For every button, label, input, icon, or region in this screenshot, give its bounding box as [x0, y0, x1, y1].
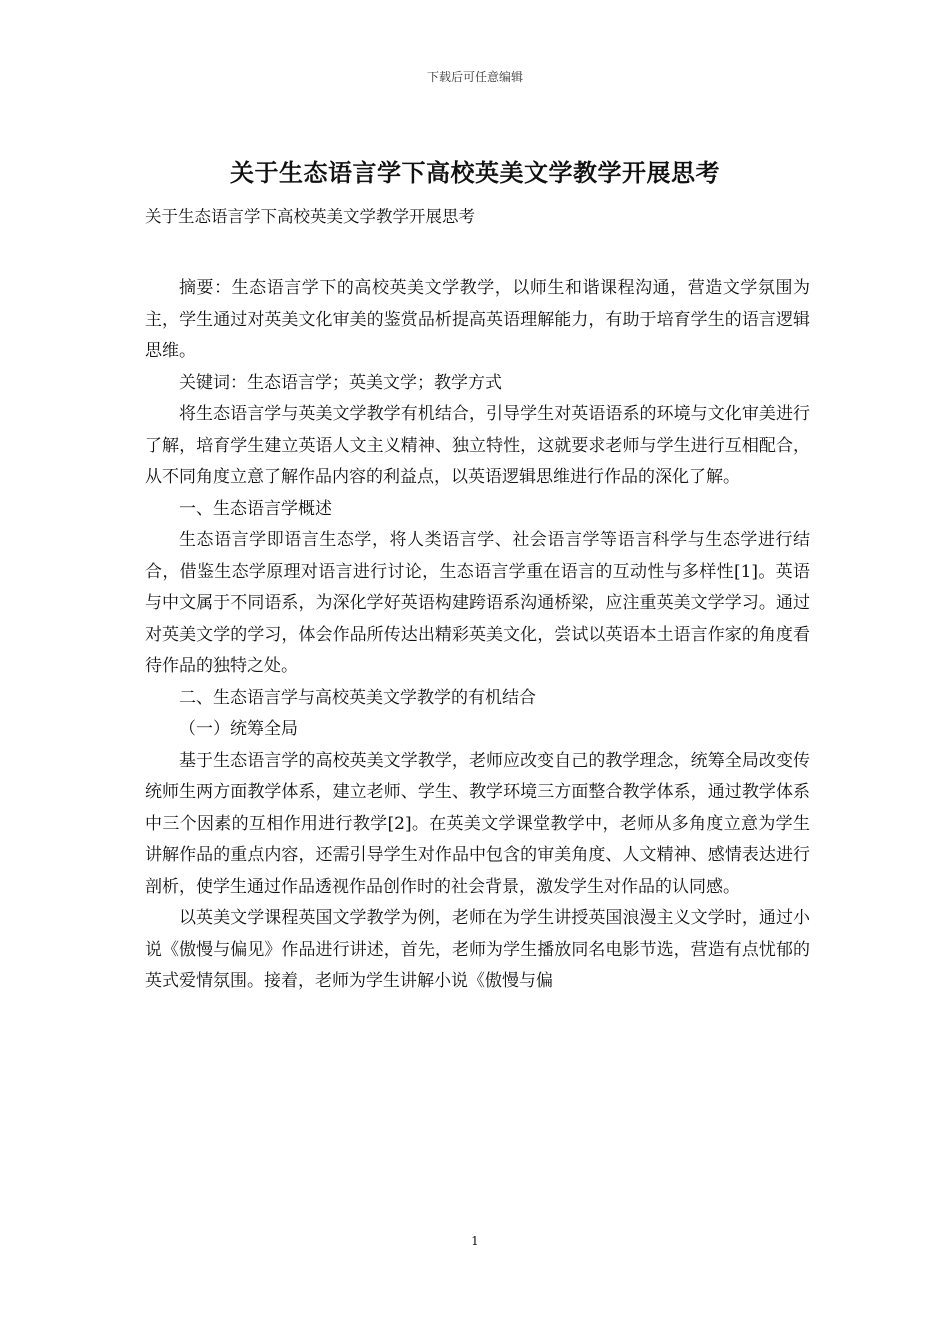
- example-paragraph: 以英美文学课程英国文学教学为例，老师在为学生讲授英国浪漫主义文学时，通过小说《傲慢与偏见》作品进行讲述，首先，老师为学生播放同名电影节选，营造有点忧郁的英式爱情氛围。接着，老师为学生讲解小说《傲慢与偏: [145, 908, 810, 991]
- intro-paragraph: 将生态语言学与英美文学教学有机结合，引导学生对英语语系的环境与文化审美进行了解，培育学生建立英语人文主义精神、独立特性，这就要求老师与学生进行互相配合，从不同角度立意了解作品内容的利益点，以英语逻辑思维进行作品的深化了解。: [145, 404, 810, 487]
- keywords-paragraph: 关键词：生态语言学；英美文学；教学方式: [179, 372, 502, 393]
- subsection-1-paragraph: 基于生态语言学的高校英美文学教学，老师应改变自己的教学理念，统筹全局改变传统师生两方面教学体系，建立老师、学生、教学环境三方面整合教学体系，通过教学体系中三个因素的互相作用进行教学[2]。在英美文学课堂教学中，老师从多角度立意为学生讲解作品的重点内容，还需引导学生对作品中包含的审美角度、人文精神、感情表达进行剖析，使学生通过作品透视作品创作时的社会背景，激发学生对作品的认同感。: [145, 750, 810, 897]
- section-heading-2: 二、生态语言学与高校英美文学教学的有机结合: [179, 687, 536, 708]
- section-1-paragraph: 生态语言学即语言生态学，将人类语言学、社会语言学等语言科学与生态学进行结合，借鉴生态学原理对语言进行讨论，生态语言学重在语言的互动性与多样性[1]。英语与中文属于不同语系，为深化学好英语构建跨语系沟通桥梁，应注重英美文学学习。通过对英美文学的学习，体会作品所传达出精彩英美文化，尝试以英语本土语言作家的角度看待作品的独特之处。: [145, 530, 810, 676]
- header-note: 下载后可任意编辑: [426, 70, 523, 84]
- document-body: [145, 273, 810, 998]
- document-subtitle: 关于生态语言学下高校英美文学教学开展思考: [145, 207, 475, 226]
- subsection-heading-1: （一）统筹全局: [179, 719, 298, 739]
- page-number: 1: [471, 1234, 479, 1248]
- section-heading-1: 一、生态语言学概述: [179, 498, 332, 519]
- abstract-paragraph: 摘要：生态语言学下的高校英美文学教学，以师生和谐课程沟通，营造文学氛围为主，学生通过对英美文化审美的鉴赏品析提高英语理解能力，有助于培育学生的语言逻辑思维。: [145, 278, 810, 361]
- document-title: 关于生态语言学下高校英美文学教学开展思考: [230, 158, 720, 187]
